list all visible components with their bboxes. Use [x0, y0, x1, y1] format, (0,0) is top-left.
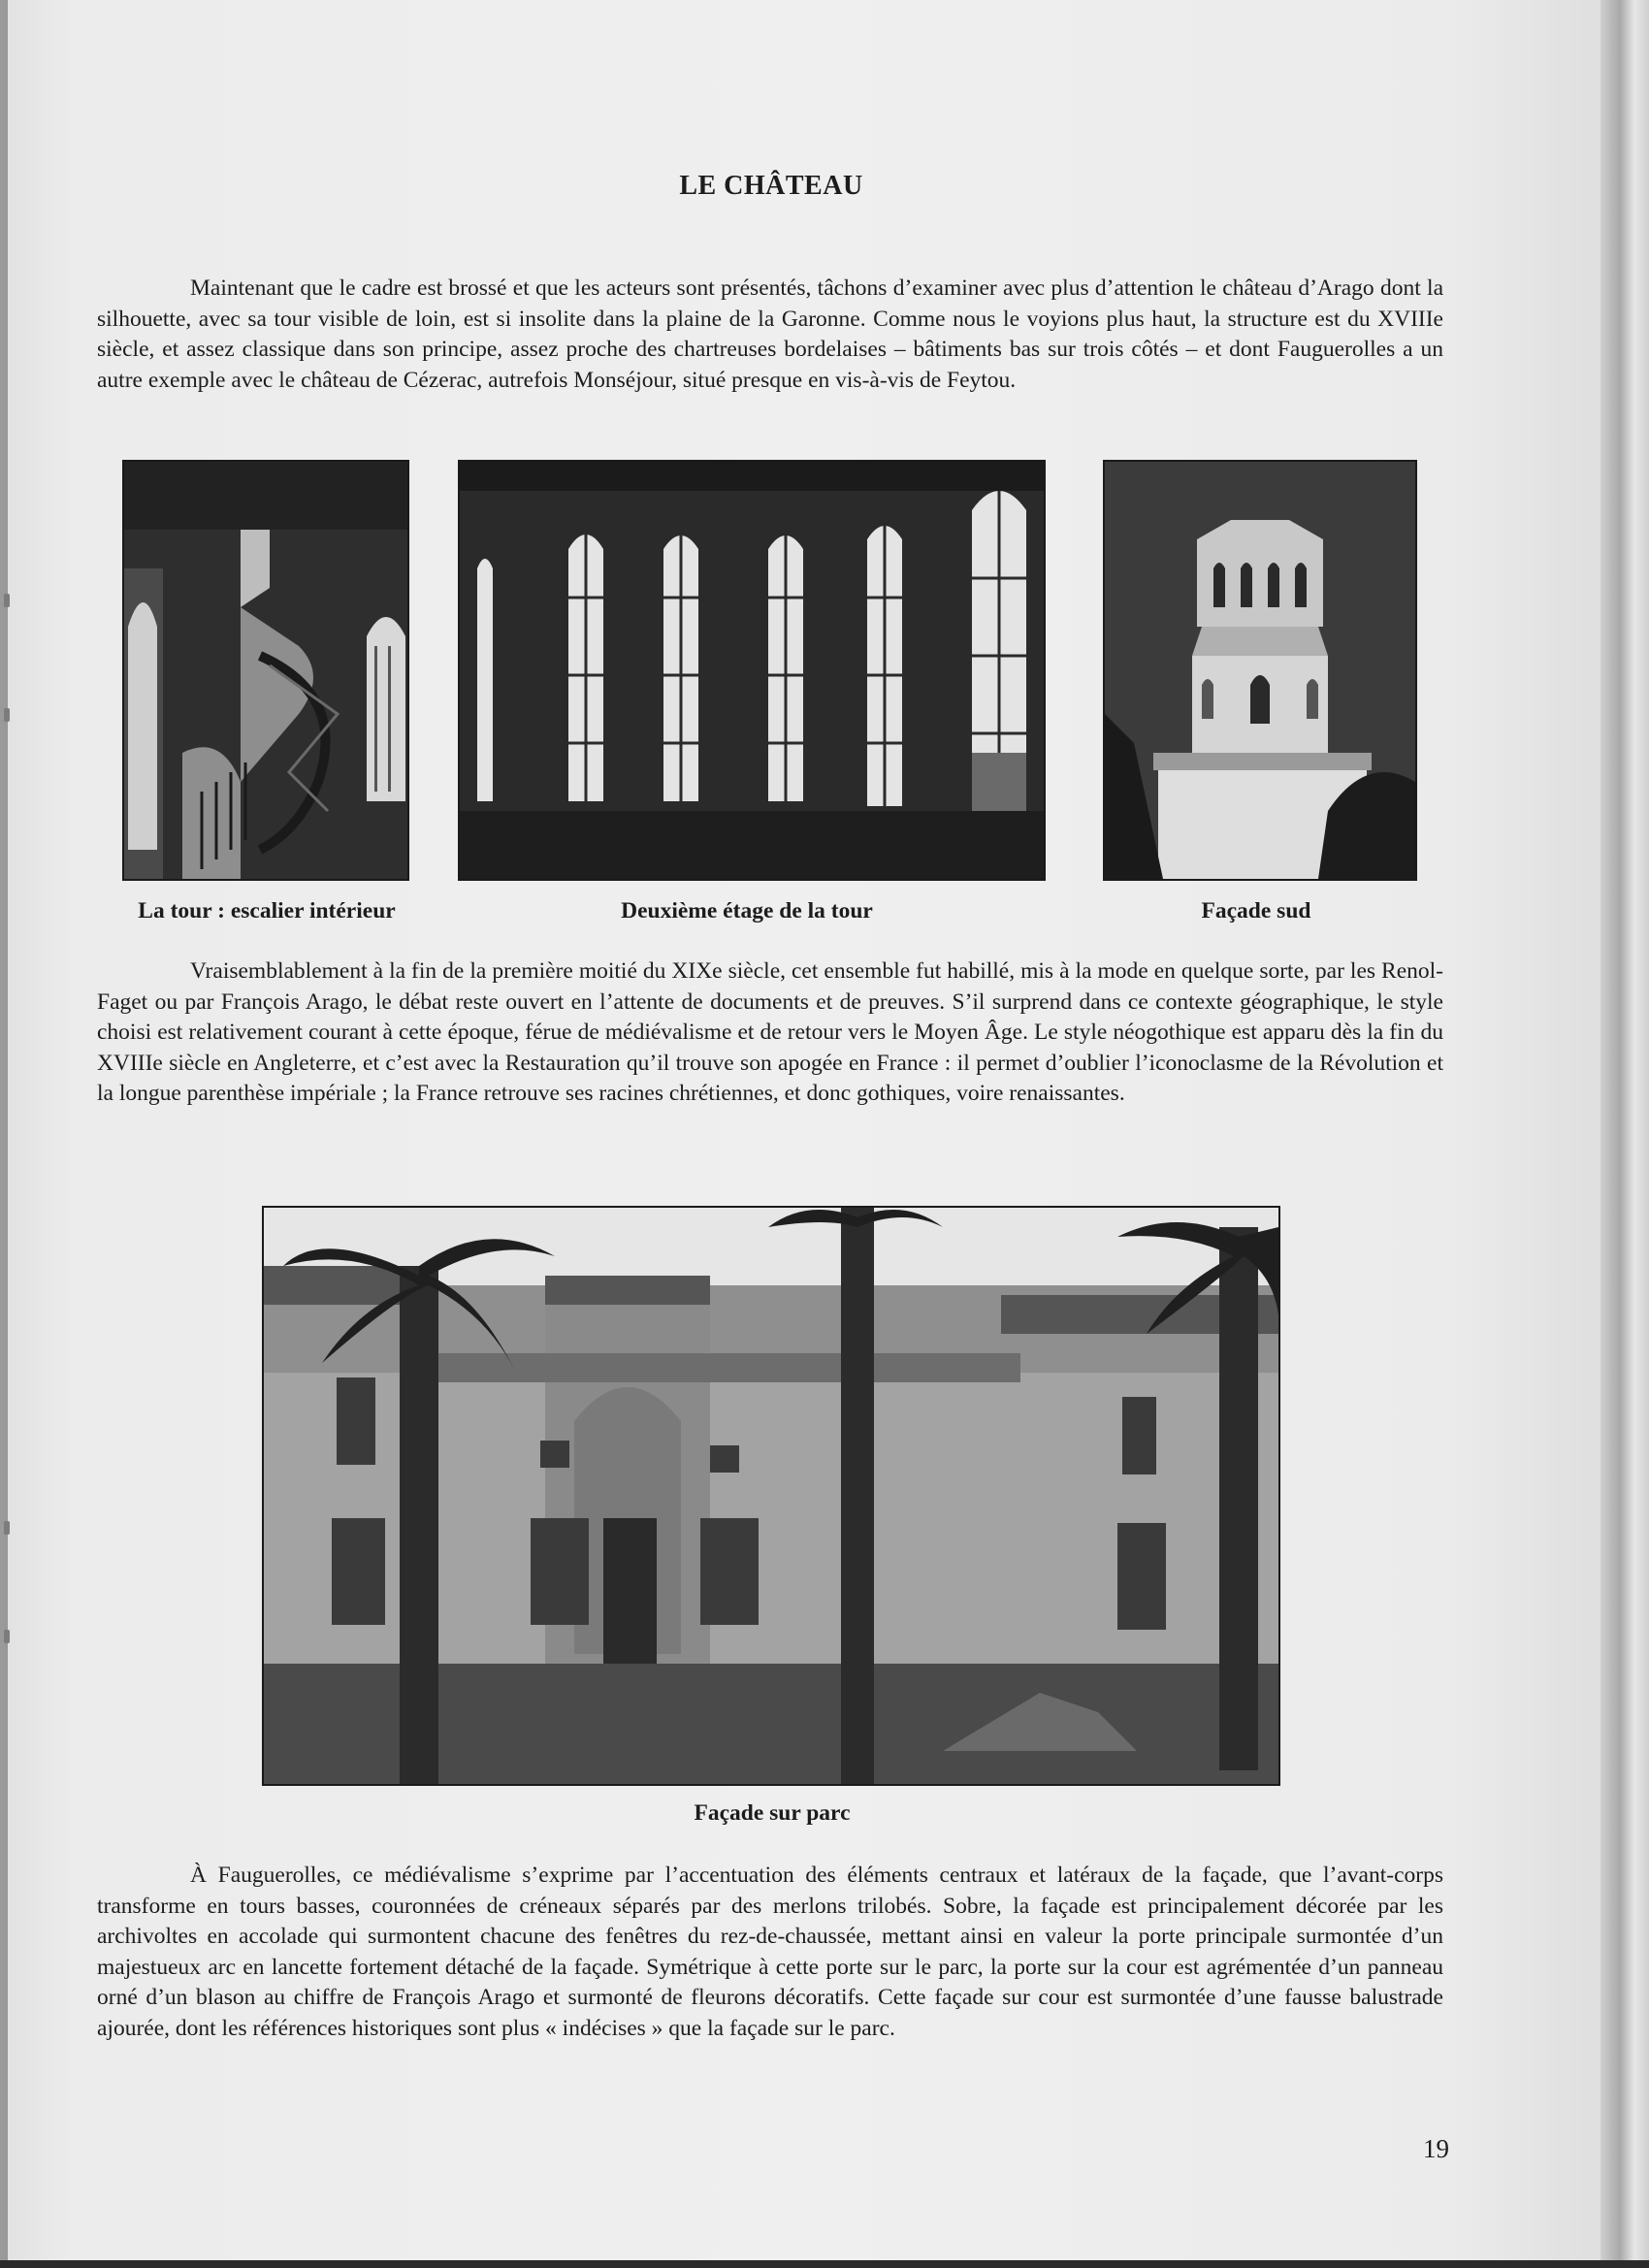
- staple-mark: [4, 1521, 10, 1535]
- paragraph-intro: Maintenant que le cadre est brossé et que les acteurs sont présentés, tâchons d’examiner avec plus d’attention le château d’Arago dont la silhouette, avec sa tour visible de loin, est si insolite dans la plaine de la Garonne. Comme nous le voyions plus haut, la structure est du XVIIIe siècle, et assez classique dans son principe, assez proche des chartreuses bordelaises – bâtiments bas sur trois côtés – et dont Fauguerolles a un autre exemple avec le château de Cézerac, autrefois Monséjour, situé presque en vis-à-vis de Feytou.: [97, 275, 1443, 393]
- page-number: 19: [1423, 2134, 1449, 2163]
- page-title: LE CHÂTEAU: [679, 171, 863, 201]
- photo-south-facade: [1103, 460, 1417, 881]
- photo-tower-staircase: [122, 460, 409, 881]
- caption-floor: Deuxième étage de la tour: [621, 898, 873, 923]
- caption-south: Façade sud: [1201, 898, 1311, 923]
- scan-border: [0, 2260, 1649, 2268]
- staple-mark: [4, 594, 10, 607]
- staple-mark: [4, 1630, 10, 1643]
- staple-mark: [4, 708, 10, 722]
- caption-park: Façade sur parc: [694, 1800, 851, 1826]
- page-edge-shadow: [1600, 0, 1649, 2268]
- photo-tower-second-floor: [458, 460, 1046, 881]
- photo-facade-park: [262, 1206, 1280, 1786]
- paragraph-medievalism: À Fauguerolles, ce médiévalisme s’exprime par l’accentuation des éléments centraux et latéraux de la façade, que l’avant-corps transforme en tours basses, couronnées de créneaux séparés par des merlons trilobés. Sobre, la façade est principalement décorée par les archivoltes en accolade qui surmontent chacune des fenêtres du rez-de-chaussée, mettant ainsi en valeur la porte principale surmontée d’un majestueux arc en lancette fortement détaché de la façade. Symétrique à cette porte sur le parc, la porte sur la cour est agrémentée d’un panneau orné d’un blason au chiffre de François Arago et surmonté de fleurons décoratifs. Cette façade sur cour est surmontée d’une fausse balustrade ajourée, dont les références historiques sont plus « indécises » que la façade sur le parc.: [97, 1863, 1443, 2041]
- paragraph-style: Vraisemblablement à la fin de la première moitié du XIXe siècle, cet ensemble fut habillé, mis à la mode en quelque sorte, par les Renol-Faget ou par François Arago, le débat reste ouvert en l’attente de documents et de preuves. S’il surprend dans ce contexte géographique, le style choisi est relativement courant à cette époque, férue de médiévalisme et de retour vers le Moyen Âge. Le style néogothique est apparu dès la fin du XVIIIe siècle en Angleterre, et c’est avec la Restauration qu’il trouve son apogée en France : il permet d’oublier l’iconoclasme de la Révolution et la longue parenthèse impériale ; la France retrouve ses racines chrétiennes, et donc gothiques, voire renaissantes.: [97, 958, 1443, 1106]
- caption-stair: La tour : escalier intérieur: [138, 898, 396, 923]
